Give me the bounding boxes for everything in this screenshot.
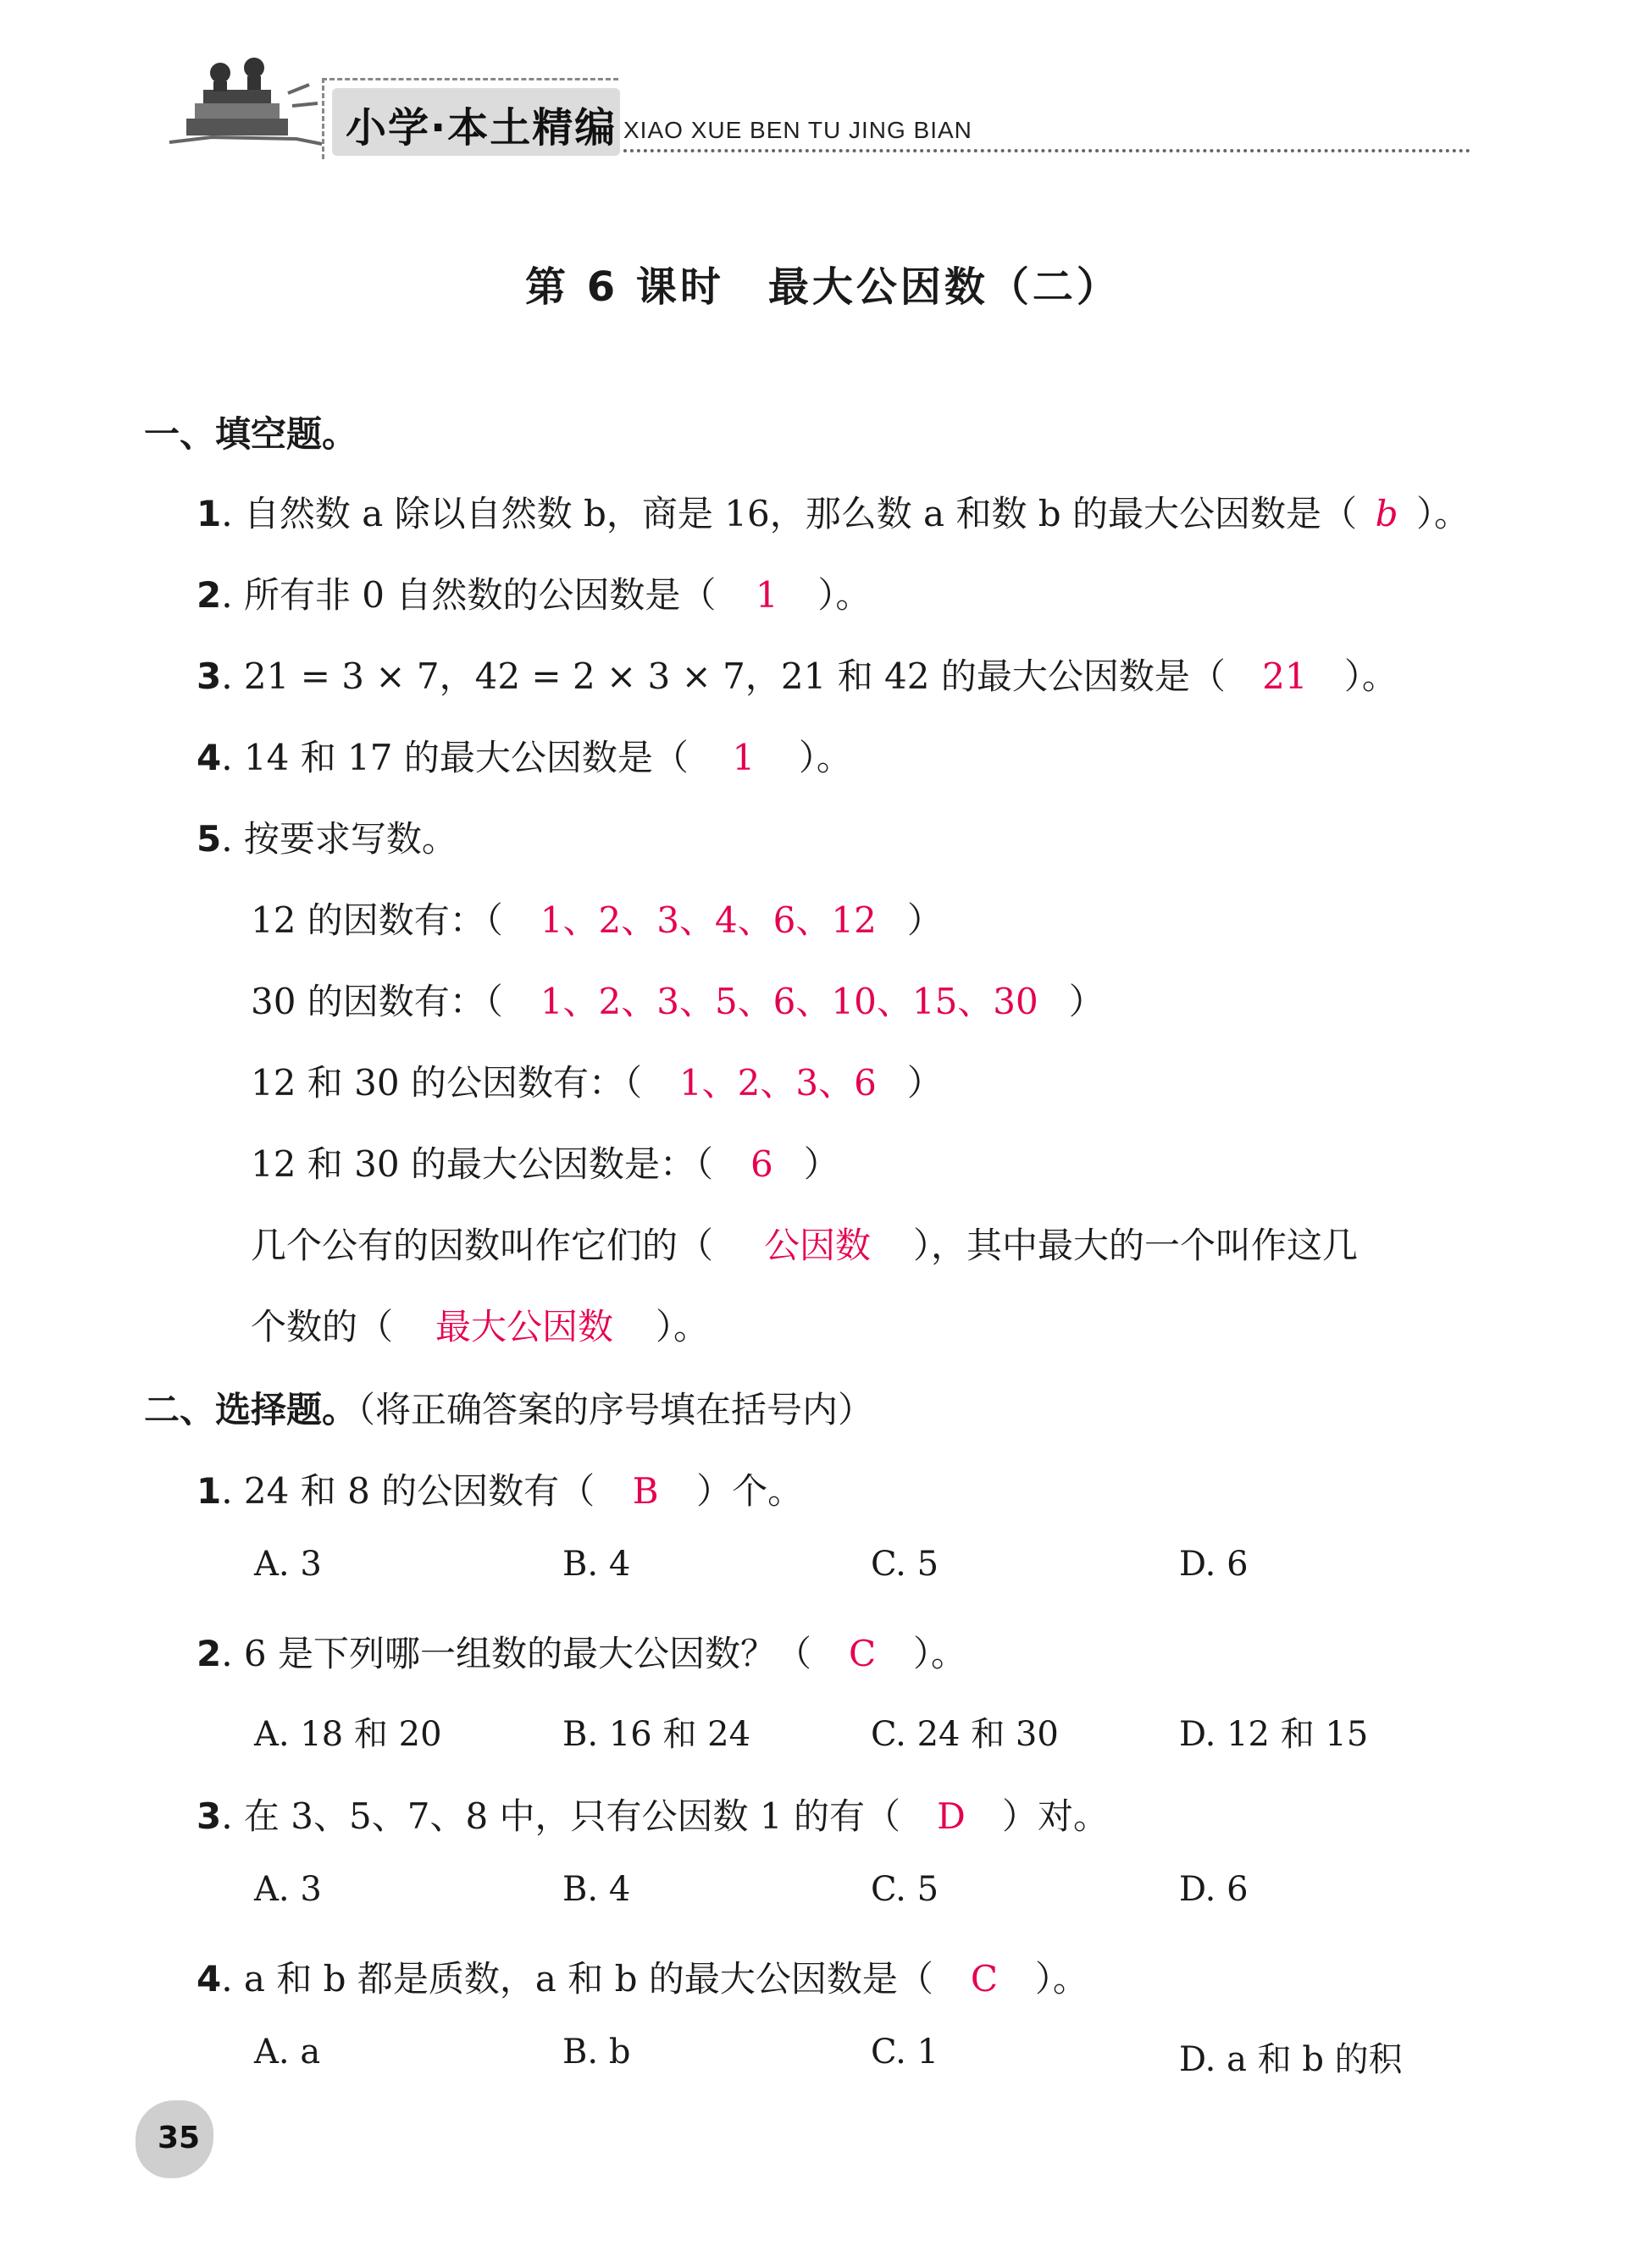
s2-q3: 3. 在 3、5、7、8 中，只有公因数 1 的有（ D ）对。: [197, 1795, 1109, 1837]
section2-note: （将正确答案的序号填在括号内）: [357, 1389, 874, 1430]
s1-q5-line2: 30 的因数有：（ 1、2、3、5、6、10、15、30 ）: [251, 974, 1105, 1025]
s1-q5-line4: 12 和 30 的最大公因数是：（ 6 ）: [251, 1143, 839, 1185]
s2-q4-option-b: B. b: [562, 2033, 631, 2072]
s2-q4-option-a: A. a: [254, 2033, 321, 2072]
s1-q5-line3: 12 和 30 的公因数有：（ 1、2、3、6 ）: [251, 1055, 943, 1106]
s2-q2-option-d: D. 12 和 15: [1179, 1715, 1369, 1754]
s2-q1-option-b: B. 4: [562, 1545, 631, 1584]
s1-q2: 2. 所有非 0 自然数的公因数是（ 1 ）。: [197, 574, 872, 616]
s2-q3-option-d: D. 6: [1179, 1870, 1249, 1909]
s1-q3-answer: 21: [1262, 656, 1308, 697]
gcf-answer: 6: [750, 1143, 773, 1185]
page-number: 35: [158, 2121, 201, 2155]
term-common-factor-answer: 公因数: [764, 1225, 872, 1266]
s2-q1-option-c: C. 5: [871, 1545, 939, 1584]
s2-q2-option-a: A. 18 和 20: [254, 1715, 442, 1754]
s1-q5-line1: 12 的因数有：（ 1、2、3、4、6、12 ）: [251, 893, 943, 943]
s2-q3-option-b: B. 4: [562, 1870, 631, 1909]
s1-q5: 5. 按要求写数。: [197, 818, 457, 860]
s2-q1: 1. 24 和 8 的公因数有（ B ）个。: [197, 1470, 804, 1512]
s2-q1-answer: B: [632, 1470, 659, 1512]
header-title-cn: 小学·本土精编: [346, 104, 617, 152]
s2-q4-answer: C: [970, 1958, 998, 2000]
s1-q4-answer: 1: [732, 737, 756, 778]
s2-q2: 2. 6 是下列哪一组数的最大公因数？（ C ）。: [197, 1633, 967, 1674]
s2-q2-option-b: B. 16 和 24: [562, 1715, 751, 1754]
s1-q4: 4. 14 和 17 的最大公因数是（ 1 ）。: [197, 737, 852, 778]
s2-q4: 4. a 和 b 都是质数，a 和 b 的最大公因数是（ C ）。: [197, 1958, 1088, 2000]
s2-q4-option-c: C. 1: [871, 2033, 939, 2072]
section2-heading: 二、选择题。（将正确答案的序号填在括号内）: [144, 1389, 874, 1430]
section1-heading: 一、填空题。: [144, 413, 358, 455]
header-dotted-line: [623, 149, 1470, 152]
common-factors-answer: 1、2、3、6: [678, 1062, 877, 1104]
s1-q1-answer: b: [1375, 493, 1398, 534]
term-gcf-answer: 最大公因数: [435, 1306, 614, 1347]
s1-q3: 3. 21 = 3 × 7，42 = 2 × 3 × 7，21 和 42 的最大公因数是（ 21 ）。: [197, 656, 1398, 697]
s1-q1: 1. 自然数 a 除以自然数 b，商是 16，那么数 a 和数 b 的最大公因数是（ b ）。: [197, 493, 1470, 534]
s2-q1-option-a: A. 3: [254, 1545, 322, 1584]
s2-q2-option-c: C. 24 和 30: [871, 1715, 1059, 1754]
s2-q3-option-a: A. 3: [254, 1870, 322, 1909]
s1-q5-line6: 个数的（ 最大公因数 ）。: [251, 1299, 709, 1350]
s1-q2-answer: 1: [755, 574, 778, 616]
s2-q2-answer: C: [848, 1633, 877, 1674]
s2-q3-option-c: C. 5: [871, 1870, 939, 1909]
factors-12-answer: 1、2、3、4、6、12: [540, 899, 877, 941]
s2-q4-option-d: D. a 和 b 的积: [1179, 2040, 1403, 2079]
s2-q3-answer: D: [937, 1795, 966, 1837]
factors-30-answer: 1、2、3、5、6、10、15、30: [540, 981, 1038, 1022]
s1-q5-line5: 几个公有的因数叫作它们的（ 公因数 ），其中最大的一个叫作这几: [251, 1218, 1358, 1269]
books-kids-logo-icon: [161, 42, 330, 161]
header-title-en: XIAO XUE BEN TU JING BIAN: [623, 117, 972, 143]
s2-q1-option-d: D. 6: [1179, 1545, 1249, 1584]
lesson-title: 第 6 课时 最大公因数（二）: [525, 263, 1121, 311]
